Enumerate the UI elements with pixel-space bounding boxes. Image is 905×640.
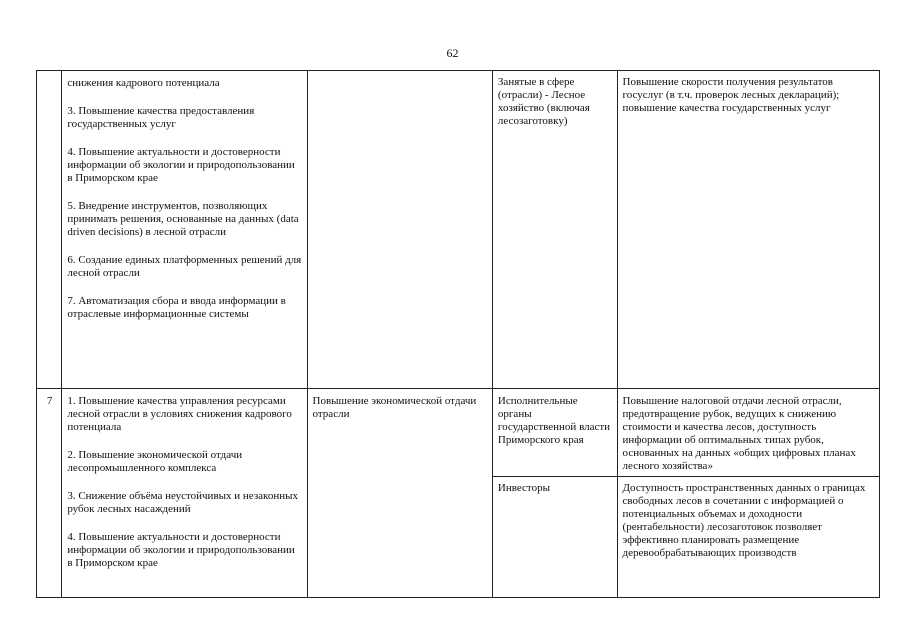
measures-table (36, 70, 880, 598)
task-item: 2. Повышение экономической отдачи лесопромышленного комплекса (67, 449, 243, 474)
task-item: 4. Повышение актуальности и достоверности информации об экологии и природопользовании в Приморском крае (67, 531, 295, 569)
tasks-cell (62, 389, 307, 598)
tasks-cell (62, 71, 307, 389)
task-item: снижения кадрового потенциала (67, 77, 220, 89)
task-item: 3. Снижение объёма неустойчивых и незаконных рубок лесных насаждений (67, 490, 298, 515)
row-number-cell: 7 (37, 389, 62, 598)
benefit-cell: Повышение скорости получения результатов госуслуг (в т.ч. проверок лесных деклараций); повышение качества государственных услуг (617, 71, 879, 389)
page-number: 62 (446, 46, 459, 60)
task-item: 5. Внедрение инструментов, позволяющих принимать решения, основанные на данных (data driven decisions) в лесной отрасли (67, 200, 299, 238)
effect-cell (307, 71, 492, 389)
row-number-cell (37, 71, 62, 389)
benefit-cell: Доступность пространственных данных о границах свободных лесов в сочетании с информацией о потенциальных объемах и доходности (рентабельности) лесозаготовок позволяет эффективно планировать размещение деревообрабатывающих производств (617, 477, 879, 598)
table-row (37, 71, 880, 389)
task-item: 3. Повышение качества предоставления государственных услуг (67, 105, 255, 130)
effect-cell: Повышение экономической отдачи отрасли (307, 389, 492, 598)
task-item: 7. Автоматизация сбора и ввода информации в отраслевые информационные системы (67, 295, 286, 320)
task-item: 1. Повышение качества управления ресурсами лесной отрасли в условиях снижения кадрового потенциала (67, 395, 292, 433)
table-row (37, 389, 880, 477)
benefit-cell: Повышение налоговой отдачи лесной отрасли, предотвращение рубок, ведущих к снижению стоимости и качества лесов, доступность информации об оптимальных типах рубок, основанных на данных «общих цифровых планах лесного хозяйства» (617, 389, 879, 477)
stakeholder-cell: Занятые в сфере (отрасли) - Лесное хозяйство (включая лесозаготовку) (492, 71, 617, 389)
task-item: 4. Повышение актуальности и достоверности информации об экологии и природопользовании в Приморском крае (67, 146, 295, 184)
stakeholder-cell: Исполнительные органы государственной власти Приморского края (492, 389, 617, 477)
task-item: 6. Создание единых платформенных решений для лесной отрасли (67, 254, 302, 279)
stakeholder-cell: Инвесторы (492, 477, 617, 598)
